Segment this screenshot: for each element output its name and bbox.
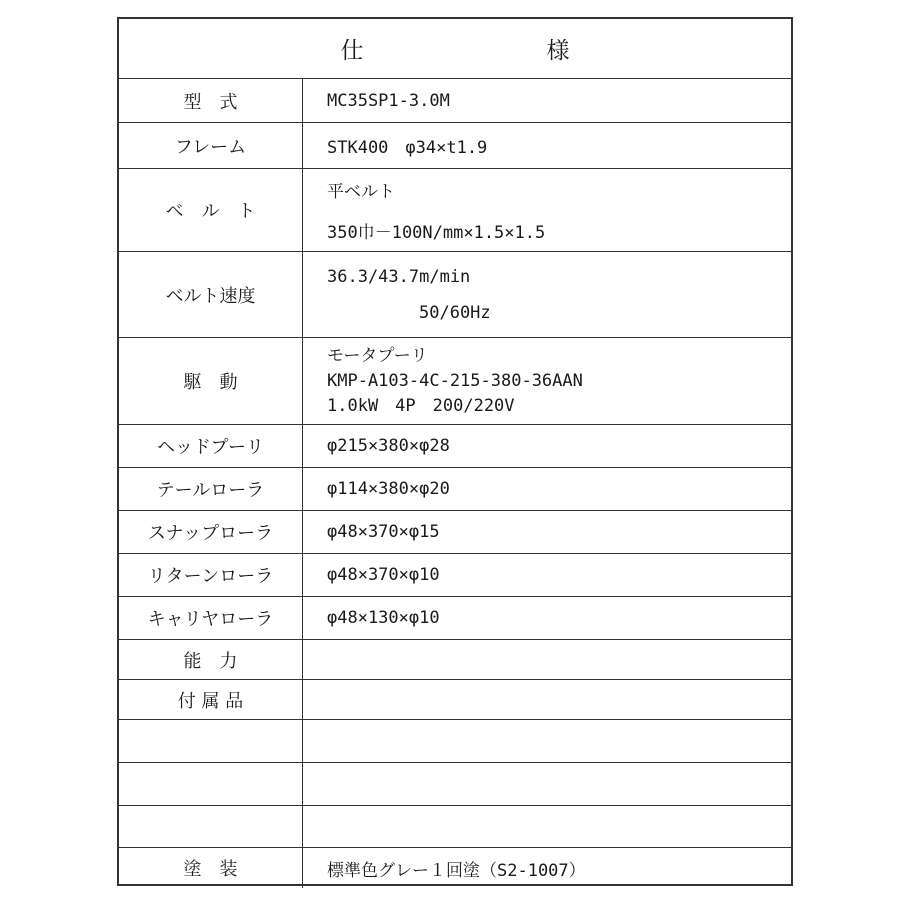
label-blank — [119, 806, 303, 847]
value-line: 350巾－100N/mm×1.5×1.5 — [327, 223, 546, 243]
row-drive — [119, 338, 791, 425]
value-line: φ48×130×φ10 — [327, 608, 440, 628]
value-line: MC35SP1-3.0M — [327, 90, 450, 111]
row-carrier-roller — [119, 597, 791, 640]
value-line: STK400 φ34×t1.9 — [327, 138, 488, 158]
value-line: 36.3/43.7m/min — [327, 266, 471, 287]
value-drive — [303, 338, 791, 424]
value-coating — [303, 848, 791, 888]
row-tail-roller — [119, 468, 791, 511]
row-belt-speed — [119, 252, 791, 338]
row-blank — [119, 720, 791, 763]
value-line: φ48×370×φ10 — [327, 565, 440, 585]
value-line: モータプーリ — [327, 345, 428, 366]
value-line: 50/60Hz — [419, 302, 491, 323]
value-line: φ114×380×φ20 — [327, 479, 450, 499]
value-head-pulley — [303, 425, 791, 467]
label-snap-roller: スナップローラ — [119, 511, 303, 553]
value-accessories — [303, 680, 791, 719]
row-blank — [119, 763, 791, 806]
row-belt — [119, 169, 791, 252]
value-blank — [303, 806, 791, 847]
value-tail-roller — [303, 468, 791, 510]
row-model — [119, 79, 791, 123]
label-head-pulley: ヘッドプーリ — [119, 425, 303, 467]
value-line: 平ベルト — [327, 182, 395, 202]
label-belt: ベ ル ト — [119, 169, 303, 251]
label-blank — [119, 763, 303, 805]
table-title: 仕 様 — [119, 19, 791, 79]
label-return-roller: リターンローラ — [119, 554, 303, 596]
value-belt — [303, 169, 791, 251]
value-capacity — [303, 640, 791, 679]
value-line: φ48×370×φ15 — [327, 522, 440, 542]
label-carrier-roller: キャリヤローラ — [119, 597, 303, 639]
spec-table — [117, 17, 793, 886]
row-snap-roller — [119, 511, 791, 554]
value-model — [303, 79, 791, 122]
row-accessories — [119, 680, 791, 720]
value-belt-speed — [303, 252, 791, 337]
row-blank — [119, 806, 791, 848]
value-frame — [303, 123, 791, 168]
label-accessories: 付 属 品 — [119, 680, 303, 719]
label-blank — [119, 720, 303, 762]
value-snap-roller — [303, 511, 791, 553]
value-line: φ215×380×φ28 — [327, 436, 450, 456]
label-drive: 駆 動 — [119, 338, 303, 424]
row-capacity — [119, 640, 791, 680]
value-blank — [303, 763, 791, 805]
label-capacity: 能 力 — [119, 640, 303, 679]
label-frame: フレーム — [119, 123, 303, 168]
row-head-pulley — [119, 425, 791, 468]
row-return-roller — [119, 554, 791, 597]
value-line: 標準色グレー１回塗（S2-1007） — [327, 860, 586, 881]
label-belt-speed: ベルト速度 — [119, 252, 303, 337]
label-model: 型 式 — [119, 79, 303, 122]
label-tail-roller: テールローラ — [119, 468, 303, 510]
value-carrier-roller — [303, 597, 791, 639]
label-coating: 塗 装 — [119, 848, 303, 888]
row-coating — [119, 848, 791, 888]
row-frame — [119, 123, 791, 169]
value-return-roller — [303, 554, 791, 596]
value-blank — [303, 720, 791, 762]
value-line: KMP-A103-4C-215-380-36AAN — [327, 370, 583, 391]
value-line: 1.0kW 4P 200/220V — [327, 395, 515, 416]
